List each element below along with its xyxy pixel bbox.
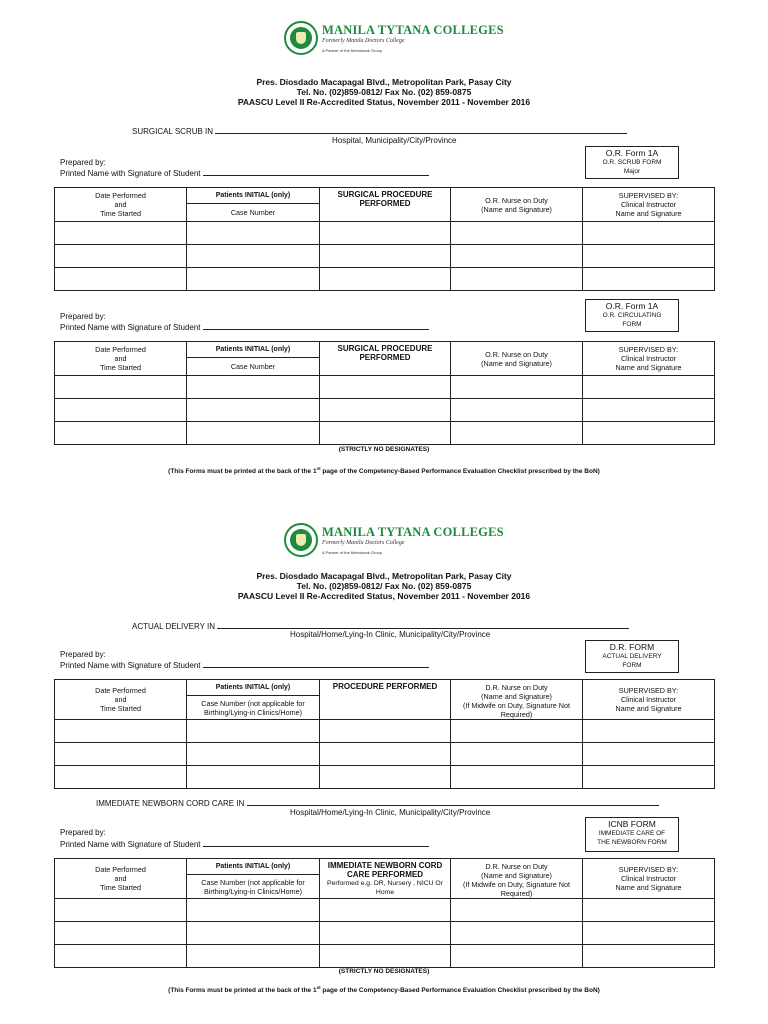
cell[interactable] — [451, 766, 583, 789]
col-procedure: SURGICAL PROCEDURE PERFORMED — [320, 188, 451, 222]
newborn-caption: Hospital/Home/Lying-In Clinic, Municipality/City/Province — [290, 808, 491, 817]
school-name: MANILA TYTANA COLLEGES — [322, 524, 504, 539]
school-formerly: Formerly Manila Doctors College — [322, 539, 405, 546]
actual-delivery-label: ACTUAL DELIVERY IN — [132, 622, 215, 631]
cell[interactable] — [320, 376, 451, 399]
school-partner: A Partner of the Metrobank Group — [322, 47, 383, 53]
cell[interactable] — [55, 945, 187, 968]
col-supervised: SUPERVISED BY: Clinical Instructor Name and Signature — [583, 342, 715, 376]
form-title: ICNB FORM — [608, 819, 656, 829]
cell[interactable] — [320, 922, 451, 945]
school-logo — [284, 523, 504, 557]
cell[interactable] — [187, 899, 320, 922]
school-seal-icon — [284, 523, 318, 557]
icnb-form-box — [585, 817, 679, 852]
newborn-table — [54, 858, 715, 968]
school-name: MANILA TYTANA COLLEGES — [322, 22, 504, 37]
cell[interactable] — [55, 922, 187, 945]
col-nurse: D.R. Nurse on Duty (Name and Signature) (If Midwife on Duty, Signature Not Required) — [451, 859, 583, 899]
cell[interactable] — [55, 399, 187, 422]
prepared-by: Prepared by: — [60, 650, 106, 659]
cell[interactable] — [451, 720, 583, 743]
col-procedure: SURGICAL PROCEDURE PERFORMED — [320, 342, 451, 376]
col-patients-initial: Patients INITIAL (only) — [187, 680, 320, 696]
delivery-caption: Hospital/Home/Lying-In Clinic, Municipality/City/Province — [290, 630, 491, 639]
cell[interactable] — [451, 268, 583, 291]
cell[interactable] — [583, 222, 715, 245]
accreditation: PAASCU Level II Re-Accredited Status, November 2011 - November 2016 — [237, 97, 531, 107]
cell[interactable] — [187, 376, 320, 399]
printed-name-row — [60, 838, 429, 850]
address-block — [0, 77, 768, 107]
school-partner: A Partner of the Metrobank Group — [322, 549, 383, 555]
cell[interactable] — [583, 766, 715, 789]
form-line: O.R. SCRUB FORM — [602, 159, 662, 166]
dr-form-box — [585, 640, 679, 673]
form-line: IMMEDIATE CARE OF — [598, 830, 666, 837]
strictly-no-designates: (STRICTLY NO DESIGNATES) — [338, 968, 430, 975]
prepared-by: Prepared by: — [60, 828, 106, 837]
table-row — [55, 766, 715, 789]
cell[interactable] — [187, 922, 320, 945]
prepared-by: Prepared by: — [60, 158, 106, 167]
school-formerly: Formerly Manila Doctors College — [322, 37, 405, 44]
table-row — [55, 245, 715, 268]
cell[interactable] — [320, 743, 451, 766]
cell[interactable] — [451, 945, 583, 968]
col-procedure: IMMEDIATE NEWBORN CORD CARE PERFORMED Performed e.g. DR, Nursery , NICU Or Home — [320, 859, 451, 899]
cell[interactable] — [187, 743, 320, 766]
cell[interactable] — [451, 422, 583, 445]
cell[interactable] — [451, 399, 583, 422]
col-case-number: Case Number — [187, 204, 320, 222]
school-seal-icon — [284, 21, 318, 55]
surgical-scrub-label: SURGICAL SCRUB IN — [132, 127, 214, 136]
cell[interactable] — [320, 245, 451, 268]
cell[interactable] — [55, 268, 187, 291]
col-supervised: SUPERVISED BY: Clinical Instructor Name and Signature — [583, 859, 715, 899]
newborn-field[interactable] — [247, 797, 659, 806]
form-line: ACTUAL DELIVERY — [602, 653, 662, 660]
table-row — [55, 922, 715, 945]
table-row — [55, 422, 715, 445]
footnote: (This Forms must be printed at the back of the 1st page of the Competency-Based Performance Evaluation Checklist prescribed by the BoN) — [168, 466, 600, 476]
cell[interactable] — [187, 766, 320, 789]
delivery-table — [54, 679, 715, 789]
cell[interactable] — [55, 376, 187, 399]
address: Pres. Diosdado Macapagal Blvd., Metropolitan Park, Pasay City — [256, 77, 512, 87]
table-row — [55, 399, 715, 422]
col-date: Date Performed and Time Started — [55, 859, 187, 899]
strictly-no-designates: (STRICTLY NO DESIGNATES) — [338, 446, 430, 453]
col-supervised: SUPERVISED BY: Clinical Instructor Name and Signature — [583, 680, 715, 720]
cell[interactable] — [320, 422, 451, 445]
cell[interactable] — [320, 222, 451, 245]
col-patients-initial: Patients INITIAL (only) — [187, 859, 320, 875]
printed-name-row — [60, 659, 429, 671]
surgical-scrub-field[interactable] — [215, 125, 627, 134]
school-logo — [284, 21, 504, 55]
cell[interactable] — [55, 766, 187, 789]
cell[interactable] — [583, 945, 715, 968]
cell[interactable] — [187, 945, 320, 968]
table-row — [55, 945, 715, 968]
col-case-number: Case Number — [187, 358, 320, 376]
cell[interactable] — [320, 766, 451, 789]
cell[interactable] — [451, 376, 583, 399]
table-row — [55, 720, 715, 743]
form-line: Major — [623, 168, 641, 175]
table-row — [55, 899, 715, 922]
cell[interactable] — [187, 720, 320, 743]
address-block — [0, 571, 768, 601]
cell[interactable] — [583, 399, 715, 422]
col-nurse: O.R. Nurse on Duty (Name and Signature) — [451, 342, 583, 376]
cell[interactable] — [55, 720, 187, 743]
cell[interactable] — [55, 422, 187, 445]
table-row — [55, 743, 715, 766]
form-line: FORM — [622, 321, 642, 328]
scrub-table — [54, 187, 715, 291]
cell[interactable] — [55, 743, 187, 766]
col-procedure: PROCEDURE PERFORMED — [320, 680, 451, 720]
accreditation: PAASCU Level II Re-Accredited Status, November 2011 - November 2016 — [237, 591, 531, 601]
actual-delivery-field[interactable] — [217, 620, 629, 629]
cell[interactable] — [583, 245, 715, 268]
col-case-number: Case Number (not applicable for Birthing/Lying-in Clinics/Home) — [187, 696, 320, 720]
cell[interactable] — [451, 743, 583, 766]
printed-name-row — [60, 321, 429, 333]
cell[interactable] — [583, 422, 715, 445]
cell[interactable] — [187, 268, 320, 291]
phone: Tel. No. (02)859-0812/ Fax No. (02) 859-0875 — [296, 581, 472, 591]
col-date: Date Performed and Time Started — [55, 188, 187, 222]
cell[interactable] — [55, 899, 187, 922]
printed-name-row — [60, 167, 429, 179]
col-patients-initial: Patients INITIAL (only) — [187, 342, 320, 358]
form-title: O.R. Form 1A — [605, 301, 659, 311]
printed-name-label: Printed Name with Signature of Student — [60, 323, 201, 332]
cell[interactable] — [451, 899, 583, 922]
printed-name-field[interactable] — [203, 838, 429, 847]
cell[interactable] — [451, 922, 583, 945]
cell[interactable] — [187, 422, 320, 445]
cell[interactable] — [55, 222, 187, 245]
form-title: D.R. FORM — [609, 642, 655, 652]
cell[interactable] — [187, 399, 320, 422]
cell[interactable] — [451, 222, 583, 245]
col-case-number: Case Number (not applicable for Birthing/Lying-in Clinics/Home) — [187, 875, 320, 899]
col-supervised: SUPERVISED BY: Clinical Instructor Name and Signature — [583, 188, 715, 222]
printed-name-label: Printed Name with Signature of Student — [60, 840, 201, 849]
form-title: O.R. Form 1A — [605, 148, 659, 158]
form-line: FORM — [622, 662, 642, 669]
cell[interactable] — [320, 899, 451, 922]
printed-name-label: Printed Name with Signature of Student — [60, 169, 201, 178]
address: Pres. Diosdado Macapagal Blvd., Metropolitan Park, Pasay City — [256, 571, 512, 581]
circulating-form-box — [585, 299, 679, 332]
cell[interactable] — [320, 945, 451, 968]
cell[interactable] — [583, 268, 715, 291]
col-nurse: D.R. Nurse on Duty (Name and Signature) (If Midwife on Duty, Signature Not Required) — [451, 680, 583, 720]
cell[interactable] — [583, 743, 715, 766]
footnote: (This Forms must be printed at the back of the 1st page of the Competency-Based Performance Evaluation Checklist prescribed by the BoN) — [168, 985, 600, 995]
table-row — [55, 376, 715, 399]
col-nurse: O.R. Nurse on Duty (Name and Signature) — [451, 188, 583, 222]
cell[interactable] — [583, 899, 715, 922]
cell[interactable] — [583, 720, 715, 743]
cell[interactable] — [451, 245, 583, 268]
col-date: Date Performed and Time Started — [55, 680, 187, 720]
cell[interactable] — [187, 222, 320, 245]
printed-name-field[interactable] — [203, 167, 429, 176]
hospital-caption: Hospital, Municipality/City/Province — [332, 136, 457, 145]
printed-name-field[interactable] — [203, 321, 429, 330]
form-line: THE NEWBORN FORM — [597, 839, 667, 846]
table-row — [55, 268, 715, 291]
cell[interactable] — [187, 245, 320, 268]
newborn-label: IMMEDIATE NEWBORN CORD CARE IN — [96, 799, 245, 808]
cell[interactable] — [320, 268, 451, 291]
col-patients-initial: Patients INITIAL (only) — [187, 188, 320, 204]
circulating-table — [54, 341, 715, 445]
printed-name-field[interactable] — [203, 659, 429, 668]
table-row — [55, 222, 715, 245]
phone: Tel. No. (02)859-0812/ Fax No. (02) 859-0875 — [296, 87, 472, 97]
prepared-by: Prepared by: — [60, 312, 106, 321]
cell[interactable] — [583, 922, 715, 945]
cell[interactable] — [583, 376, 715, 399]
printed-name-label: Printed Name with Signature of Student — [60, 661, 201, 670]
cell[interactable] — [320, 720, 451, 743]
scrub-form-box — [585, 146, 679, 179]
cell[interactable] — [55, 245, 187, 268]
cell[interactable] — [320, 399, 451, 422]
col-date: Date Performed and Time Started — [55, 342, 187, 376]
form-line: O.R. CIRCULATING — [602, 312, 662, 319]
